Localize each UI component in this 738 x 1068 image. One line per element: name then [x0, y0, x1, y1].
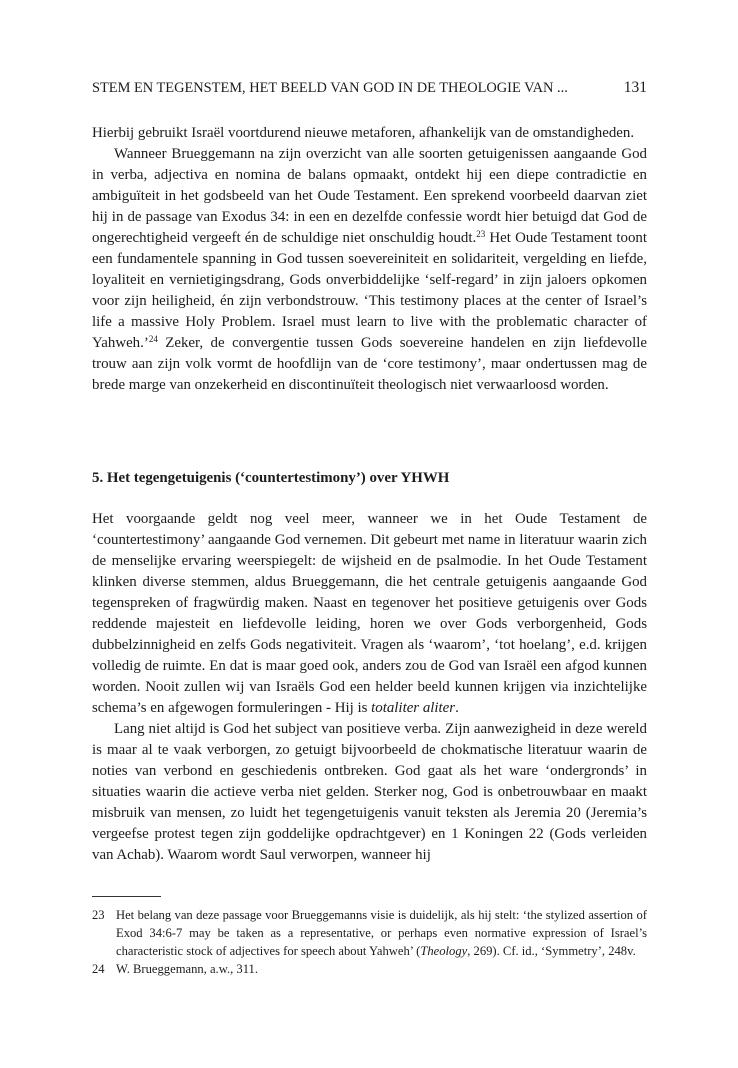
footnote-24	[92, 960, 647, 978]
body-text-top	[92, 123, 647, 396]
footnote-number: 24	[92, 962, 105, 976]
footnote-24-text: W. Brueggemann, a.w., 311.	[116, 962, 258, 976]
footnote-ref-24: 24	[148, 334, 158, 344]
paragraph-3-italic: totaliter aliter	[371, 700, 456, 716]
paragraph-2-part-b: Het Oude Testament toont een fundamentele spanning in God tussen soevereiniteit en solidariteit, vergelding en liefde, loyaliteit en vernietigingsdrang, Gods onverbiddelijke ‘self-regard’ in zijn jaloers opkomen voor zijn heiligheid, én zijn verbondstrouw. ‘This testimony places at the center of Israel’s life a massive Holy Problem. Israel must learn to live with the problematic character of Yahweh.’	[92, 230, 648, 351]
footnote-ref-23: 23	[476, 229, 486, 239]
section-heading: 5. Het tegengetuigenis (‘countertestimony’) over YHWH	[92, 470, 450, 486]
footnote-23-part-a: Het belang van deze passage voor Brueggemanns visie is duidelijk, als hij stelt: ‘the stylized assertion of Exod 34:6-7 may be taken as a representative, or perhaps even normative expression of Israel’s characteristic stock of adjectives for speech about Yahweh’ (	[116, 908, 647, 958]
paragraph-2-part-a: Wanneer Brueggemann na zijn overzicht van alle soorten getuigenissen aangaande God in verba, adjectiva en nomina de balans opmaakt, ontdekt hij een diepe contradictie en ambiguïteit in het godsbeeld van het Oude Testament. Een sprekend voorbeeld daarvan ziet hij in de passage van Exodus 34: in een en dezelfde confessie wordt hier betuigd dat God de ongerechtigheid vergeeft én de schuldige niet onschuldig houdt.	[92, 146, 647, 246]
paragraph-4: Lang niet altijd is God het subject van positieve verba. Zijn aanwezigheid in deze wereld is maar al te vaak verborgen, zo getuigt bijvoorbeeld de chokmatische literatuur waarin de noties van verbond en geschiedenis ontbreken. God gaat als het ware ‘ondergronds’ in situaties waarin die actieve verba niet gelden. Sterker nog, God is onbetrouwbaar en maakt misbruik van mensen, zo luidt het tegengetuigenis vanuit teksten als Jeremia 20 (Jeremia’s vergeefse protest tegen zijn goddelijke opdrachtgever) en 1 Koningen 22 (Gods verleiden van Achab). Waarom wordt Saul verworpen, wanneer hij	[92, 721, 647, 863]
footnote-number: 23	[92, 908, 105, 922]
footnote-23	[92, 906, 647, 960]
footnotes	[92, 906, 647, 978]
page-number: 131	[623, 79, 647, 96]
paragraph-3-part-b: .	[455, 700, 459, 716]
footnote-separator	[92, 896, 161, 897]
paragraph-3-part-a: Het voorgaande geldt nog veel meer, wanneer we in het Oude Testament de ‘countertestimony’ aangaande God vernemen. Dit gebeurt met name in literatuur waarin zich de menselijke ervaring weerspiegelt: de wijsheid en de psalmodie. In het Oude Testament klinken diverse stemmen, aldus Brueggemann, die het centrale getuigenis aangaande God tegenspreken of fragwürdig maken. Naast en tegenover het positieve getuigenis over Gods reddende majesteit en liefdevolle leiding, horen we over Gods verborgenheid, Gods dubbelzinnigheid en zelfs Gods negativiteit. Vragen als ‘waarom’, ‘tot hoelang’, e.d. krijgen volledig de ruimte. En dat is maar goed ook, anders zou de God van Israël een afgod kunnen worden. Nooit zullen wij van Israëls God een helder beeld kunnen krijgen via inzichtelijke schema’s en afgewogen formuleringen - Hij is	[92, 511, 647, 716]
paragraph-2	[92, 144, 647, 396]
footnote-23-part-b: , 269). Cf. id., ‘Symmetry’, 248v.	[467, 944, 636, 958]
paragraph-1: Hierbij gebruikt Israël voortdurend nieuwe metaforen, afhankelijk van de omstandigheden.	[92, 125, 635, 141]
body-text-section-5	[92, 509, 647, 866]
running-header	[92, 78, 647, 100]
running-title: STEM EN TEGENSTEM, HET BEELD VAN GOD IN DE THEOLOGIE VAN ...	[92, 80, 568, 96]
footnote-23-italic: Theology	[420, 944, 468, 958]
paragraph-2-part-c: Zeker, de convergentie tussen Gods soevereine handelen en zijn liefdevolle trouw aan zijn volk vormt de hoofdlijn van de ‘core testimony’, maar ondertussen mag de brede marge van onzekerheid en discontinuïteit theologisch niet verwaarloosd worden.	[92, 335, 647, 393]
paragraph-3	[92, 509, 647, 719]
